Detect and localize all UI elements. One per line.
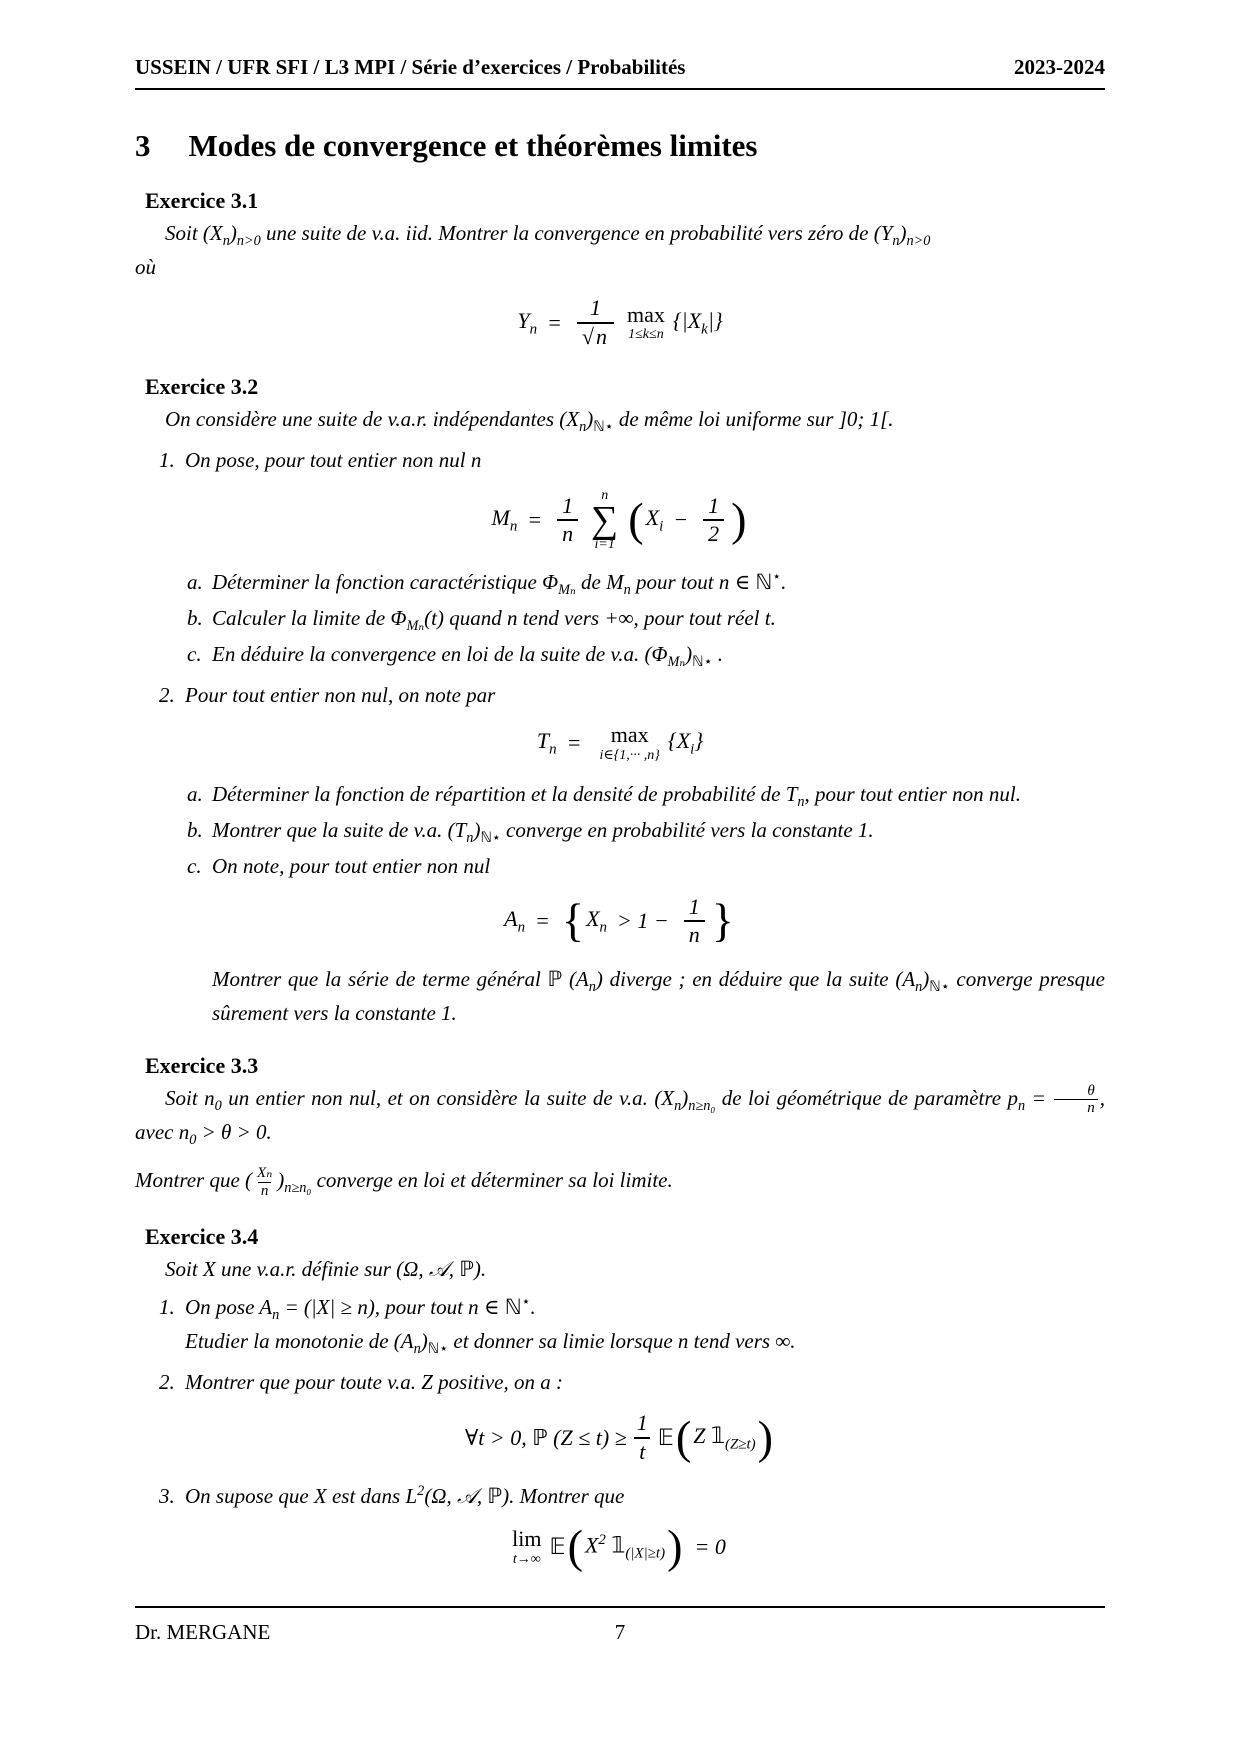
summation-upper-limit: n <box>601 487 609 503</box>
equals-zero: = 0 <box>694 1534 726 1560</box>
fraction-denominator: n <box>684 920 705 948</box>
big-brace-open: { <box>561 894 585 946</box>
math-sub: n <box>529 320 538 337</box>
ex32-item-2b <box>135 815 1105 849</box>
item-text-line-1: On pose $A_n = (|X| \ge n)$, pour tout n ∈ ℕ⋆. <box>185 1293 536 1323</box>
operator-limits: 1≤k≤n <box>628 327 664 343</box>
ex32-item-2c <box>135 851 1105 881</box>
fraction-numerator: 1 <box>688 893 700 919</box>
max-operator <box>627 303 665 343</box>
minus-sign: − <box>673 506 689 532</box>
header-course-info: USSEIN / UFR SFI / L3 MPI / Série d’exercices / Probabilités <box>135 55 686 79</box>
subitem-letter: a. <box>187 570 203 595</box>
exercise-3-2-intro: On considère une suite de v.a.r. indépendantes $(X_n)_{ℕ⋆}$ de même loi uniforme sur ]0; 1[. <box>165 407 894 436</box>
ex32-item-1b <box>135 603 1105 637</box>
fraction-denominator <box>577 322 614 350</box>
item-text: On pose, pour tout entier non nul n <box>185 448 482 473</box>
formula-limit <box>135 1521 1105 1573</box>
subitem-letter: b. <box>187 818 203 843</box>
ex32-item-2 <box>135 680 1105 711</box>
math-text: {|X <box>672 307 702 333</box>
exercise-3-3-paragraph-2: Montrer que ( $\frac{\text{Xₙ}}{n}$ )$_{n\ge n_0}$ converge en loi et déterminer sa loi limite. <box>135 1165 673 1199</box>
big-paren-open: ( <box>675 1411 692 1463</box>
math-var: M <box>491 504 510 530</box>
ex34-item-2 <box>135 1367 1105 1398</box>
fraction <box>632 1410 653 1465</box>
subitem-letter: c. <box>187 642 202 667</box>
ex32-item-1 <box>135 445 1105 476</box>
item-number: 2. <box>159 1370 175 1395</box>
subitem-text: Calculer la limite de $\Phi_{M_n}(t)$ quand n tend vers +∞, pour tout réel t. <box>212 606 776 635</box>
equals-sign: = <box>566 730 582 756</box>
radical-sign: √ <box>581 323 594 349</box>
math-text: ∀t > 0, ℙ (Z ≤ t) ≥ <box>464 1424 627 1450</box>
fraction <box>557 493 578 548</box>
lim-operator <box>512 1527 541 1567</box>
footer-page-number: 7 <box>614 1620 626 1645</box>
math-lhs <box>537 728 557 758</box>
subitem-text: En déduire la convergence en loi de la suite de v.a. $(\Phi_{M_n})_{ℕ⋆}$ . <box>212 642 723 671</box>
operator-name: lim <box>512 1526 542 1552</box>
subitem-letter: b. <box>187 606 203 631</box>
page-header <box>135 55 1105 90</box>
fraction <box>703 493 724 548</box>
formula-mn <box>135 489 1105 552</box>
math-text: Z 𝟙 <box>693 1422 725 1448</box>
math-lhs <box>491 505 517 535</box>
math-sub: k <box>701 320 708 337</box>
item-text: Montrer que pour toute v.a. Z positive, on a : <box>185 1370 563 1395</box>
exercise-3-1-title: Exercice 3.1 <box>145 188 259 213</box>
math-text: |} <box>707 307 723 333</box>
equals-sign: = <box>547 309 562 335</box>
fraction-numerator: 1 <box>636 1410 648 1436</box>
math-sub: n <box>599 919 608 936</box>
fraction <box>577 295 614 350</box>
subitem-text: On note, pour tout entier non nul <box>212 854 491 879</box>
math-var: X <box>584 1532 599 1558</box>
math-var: T <box>536 727 550 753</box>
header-academic-year: 2023-2024 <box>1014 55 1105 79</box>
big-brace-close: } <box>711 894 734 946</box>
formula-yn <box>135 295 1105 350</box>
math-text: {X <box>667 727 691 753</box>
math-sub: n <box>549 741 557 758</box>
ex34-item-3 <box>135 1481 1105 1512</box>
radicand: n <box>595 323 607 349</box>
summation-sign: ∑ <box>591 498 619 541</box>
subitem-text: Déterminer la fonction de répartition et la densité de probabilité de $T_n$, pour tout entier non nul. <box>212 782 1021 811</box>
math-argument <box>673 308 723 338</box>
subitem-letter: c. <box>187 854 202 879</box>
math-lhs <box>504 906 525 936</box>
ex32-item-2a <box>135 779 1105 813</box>
exercise-3-1-intro: Soit $(X_n)_{n>0}$ une suite de v.a. iid. Montrer la convergence en probabilité vers zéro de $(Y_n)_{n>0}$ où <box>135 221 931 280</box>
math-term <box>646 505 664 535</box>
math-sub: (|X|≥t) <box>625 1545 666 1562</box>
operator-limits: i∈{1,··· ,n} <box>599 747 660 763</box>
math-term <box>586 906 607 936</box>
subitem-text: Déterminer la fonction caractéristique $\Phi_{M_n}$ de $M_n$ pour tout n ∈ ℕ⋆. <box>212 569 787 599</box>
operator-name: max <box>626 301 665 327</box>
item-text-line-2: Etudier la monotonie de $(A_n)_{ℕ⋆}$ et donner sa limie lorsque n tend vers ∞. <box>185 1328 796 1358</box>
max-operator <box>599 723 659 763</box>
exercise-3-4-intro: Soit X une v.a.r. définie sur (Ω, 𝒜, ℙ). <box>165 1256 487 1281</box>
ex32-item-1c <box>135 639 1105 673</box>
math-sup: 2 <box>598 1531 606 1548</box>
big-paren-close: ) <box>667 1521 683 1573</box>
math-sub: (Z≥t) <box>724 1435 756 1452</box>
summation-lower-limit: i=1 <box>594 536 615 552</box>
math-sub: n <box>509 518 518 535</box>
exercise-3-4-title: Exercice 3.4 <box>145 1223 259 1249</box>
formula-an <box>135 894 1105 949</box>
big-paren-close: ) <box>757 1411 774 1463</box>
item-text: Pour tout entier non nul, on note par <box>185 682 496 707</box>
math-var: X <box>586 905 600 931</box>
equals-sign: = <box>527 506 543 532</box>
fraction-numerator: 1 <box>708 492 720 518</box>
ex32-item-1a <box>135 567 1105 601</box>
math-sub: n <box>517 919 526 936</box>
big-paren-close: ) <box>731 493 747 545</box>
item-text: On supose que X est dans $L^2(\Omega$, 𝒜, ℙ). Montrer que <box>185 1483 625 1509</box>
fraction-numerator: 1 <box>589 295 601 321</box>
fraction-numerator: 1 <box>562 492 574 518</box>
fraction-denominator: 2 <box>703 519 724 547</box>
big-paren-open: ( <box>628 493 644 545</box>
fraction <box>684 894 705 949</box>
subitem-letter: a. <box>187 782 203 807</box>
expectation-symbol: 𝔼 <box>657 1424 674 1450</box>
indicator-symbol: 𝟙 <box>605 1532 626 1558</box>
math-sub: i <box>690 741 695 758</box>
section-title-text: Modes de convergence et théorèmes limites <box>188 128 758 163</box>
fraction-denominator: n <box>557 519 578 547</box>
summation-operator <box>591 489 618 552</box>
ex34-item-1 <box>135 1292 1105 1361</box>
formula-markov <box>135 1410 1105 1465</box>
formula-tn <box>135 723 1105 763</box>
inequality: > 1 − <box>617 907 669 933</box>
operator-limits: t→∞ <box>512 1551 541 1567</box>
item-number: 1. <box>159 448 175 473</box>
big-paren-open: ( <box>567 1521 583 1573</box>
exercise-3-2-title: Exercice 3.2 <box>145 374 259 400</box>
footer-author: Dr. MERGANE <box>135 1620 271 1645</box>
section-heading <box>135 128 1105 164</box>
math-term <box>585 1532 665 1563</box>
expectation-symbol: 𝔼 <box>549 1534 566 1560</box>
item-number: 3. <box>159 1484 175 1509</box>
ex32-conclusion: Montrer que la série de terme général ℙ $(A_n)$ diverge ; en déduire que la suite $(A_n)_{ℕ⋆}$ converge presque sûrement vers la constante 1. <box>212 967 1105 1026</box>
fraction-denominator: t <box>634 1437 650 1465</box>
page-footer <box>135 1608 1105 1645</box>
math-term <box>693 1423 755 1453</box>
math-sub: i <box>659 518 664 535</box>
math-var: Y <box>517 307 530 333</box>
section-number: 3 <box>135 128 151 163</box>
item-number: 2. <box>159 682 175 707</box>
subitem-text: Montrer que la suite de v.a. $(T_n)_{ℕ⋆}$ converge en probabilité vers la constante 1. <box>212 818 874 847</box>
operator-name: max <box>610 722 649 747</box>
math-argument <box>668 728 703 758</box>
item-number: 1. <box>159 1294 175 1319</box>
math-var: A <box>504 905 518 931</box>
math-lhs <box>517 308 537 338</box>
math-var: X <box>645 504 660 530</box>
exercise-3-3-paragraph-1: Soit $n_0$ un entier non nul, et on considère la suite de v.a. $(X_n)_{n\ge n_0}$ de loi géométrique de paramètre $p_n$ = $\frac{\theta}{n}$ , avec $n_0 > \theta > 0$. <box>135 1082 1105 1149</box>
math-text: } <box>694 727 704 753</box>
equals-sign: = <box>535 907 550 933</box>
exercise-3-3-title: Exercice 3.3 <box>145 1052 259 1078</box>
